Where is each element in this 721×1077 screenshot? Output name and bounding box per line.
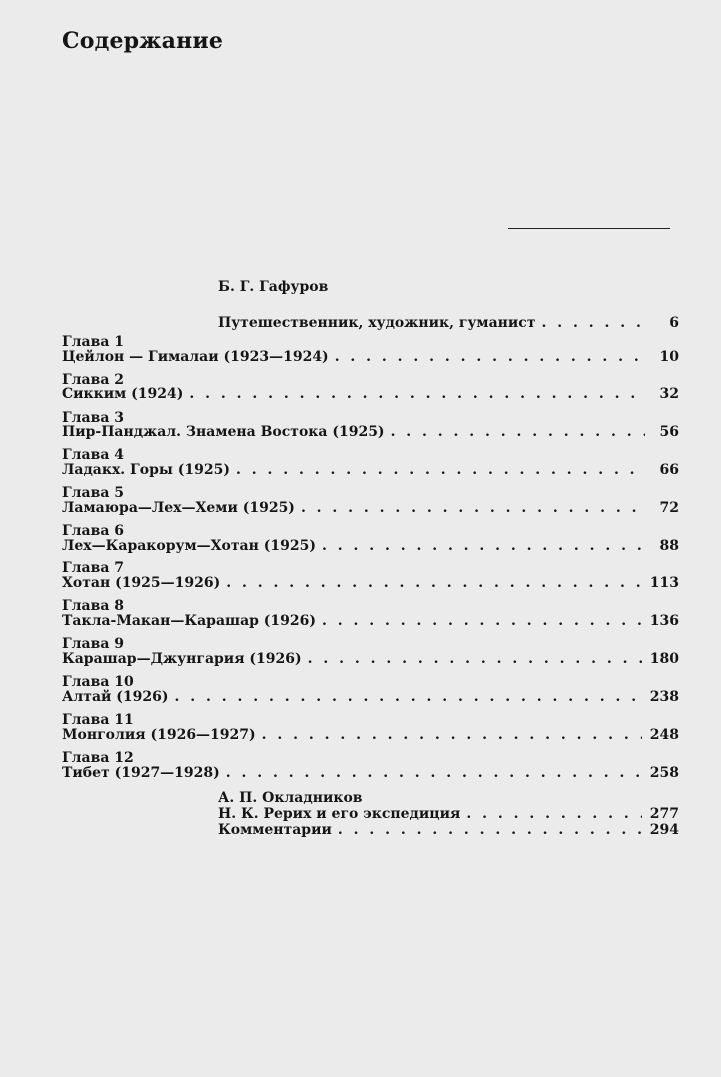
toc-entry-chapter-3[interactable]: [62, 424, 679, 444]
entry-page: 136: [649, 613, 679, 629]
chapter-label: Глава 5: [62, 485, 125, 501]
entry-title: Карашар—Джунгария (1926): [62, 651, 302, 667]
leader-dots: [189, 386, 645, 402]
entry-page: 294: [649, 822, 679, 838]
chapter-label: Глава 2: [62, 372, 125, 388]
entry-title: Комментарии: [218, 822, 332, 838]
entry-title: Путешественник, художник, гуманист: [218, 315, 536, 331]
leader-dots: [236, 462, 645, 478]
chapter-label: Глава 11: [62, 712, 134, 728]
entry-page: 88: [659, 538, 679, 554]
leader-dots: [301, 500, 645, 516]
leader-dots: [391, 424, 645, 440]
chapter-label: Глава 6: [62, 523, 125, 539]
toc-entry-chapter-8[interactable]: [62, 613, 679, 633]
entry-page: 6: [669, 315, 679, 331]
entry-title: Сикким (1924): [62, 386, 184, 402]
leader-dots: [338, 822, 642, 838]
page-title: Содержание: [62, 28, 224, 54]
toc-entry-chapter-11[interactable]: [62, 727, 679, 747]
chapter-label: Глава 4: [62, 447, 125, 463]
chapter-label: Глава 7: [62, 560, 125, 576]
entry-page: 66: [659, 462, 679, 478]
chapter-label: Глава 1: [62, 334, 125, 350]
entry-title: Ладакх. Горы (1925): [62, 462, 230, 478]
entry-page: 72: [659, 500, 679, 516]
toc-entry-chapter-9[interactable]: [62, 651, 679, 671]
entry-title: Цейлон — Гималаи (1923—1924): [62, 349, 329, 365]
intro-author: Б. Г. Гафуров: [218, 279, 329, 295]
entry-title: Лех—Каракорум—Хотан (1925): [62, 538, 316, 554]
toc-entry-chapter-5[interactable]: [62, 500, 679, 520]
entry-page: 248: [649, 727, 679, 743]
entry-page: 277: [649, 806, 679, 822]
leader-dots: [308, 651, 642, 667]
toc-entry-chapter-2[interactable]: [62, 386, 679, 406]
leader-dots: [322, 613, 642, 629]
toc-entry-comments[interactable]: [218, 822, 679, 842]
entry-page: 238: [649, 689, 679, 705]
chapter-label: Глава 9: [62, 636, 125, 652]
entry-title: Такла-Макан—Карашар (1926): [62, 613, 317, 629]
toc-entry-chapter-10[interactable]: [62, 689, 679, 709]
entry-title: Ламаюра—Лех—Хеми (1925): [62, 500, 295, 516]
leader-dots: [466, 806, 641, 822]
divider: [508, 228, 670, 229]
entry-page: 180: [649, 651, 679, 667]
entry-title: Пир-Панджал. Знамена Востока (1925): [62, 424, 385, 440]
toc-entry-chapter-12[interactable]: [62, 765, 679, 785]
entry-page: 10: [659, 349, 679, 365]
chapter-label: Глава 3: [62, 410, 125, 426]
toc-entry-chapter-6[interactable]: [62, 538, 679, 558]
leader-dots: [262, 727, 642, 743]
entry-title: Монголия (1926—1927): [62, 727, 256, 743]
leader-dots: [226, 765, 642, 781]
chapter-label: Глава 8: [62, 598, 125, 614]
leader-dots: [226, 575, 642, 591]
entry-page: 258: [649, 765, 679, 781]
entry-title: Н. К. Рерих и его экспедиция: [218, 806, 461, 822]
toc-entry-chapter-4[interactable]: [62, 462, 679, 482]
leader-dots: [175, 689, 642, 705]
entry-page: 113: [649, 575, 679, 591]
chapter-label: Глава 10: [62, 674, 134, 690]
leader-dots: [322, 538, 645, 554]
entry-title: Алтай (1926): [62, 689, 169, 705]
chapter-label: Глава 12: [62, 750, 134, 766]
afterword-author: А. П. Окладников: [218, 790, 363, 806]
entry-title: Хотан (1925—1926): [62, 575, 221, 591]
entry-page: 56: [659, 424, 679, 440]
leader-dots: [335, 349, 645, 365]
entry-page: 32: [659, 386, 679, 402]
toc-entry-intro[interactable]: [218, 315, 679, 335]
entry-title: Тибет (1927—1928): [62, 765, 220, 781]
toc-entry-chapter-1[interactable]: [62, 349, 679, 369]
toc-entry-chapter-7[interactable]: [62, 575, 679, 595]
leader-dots: [542, 315, 646, 331]
